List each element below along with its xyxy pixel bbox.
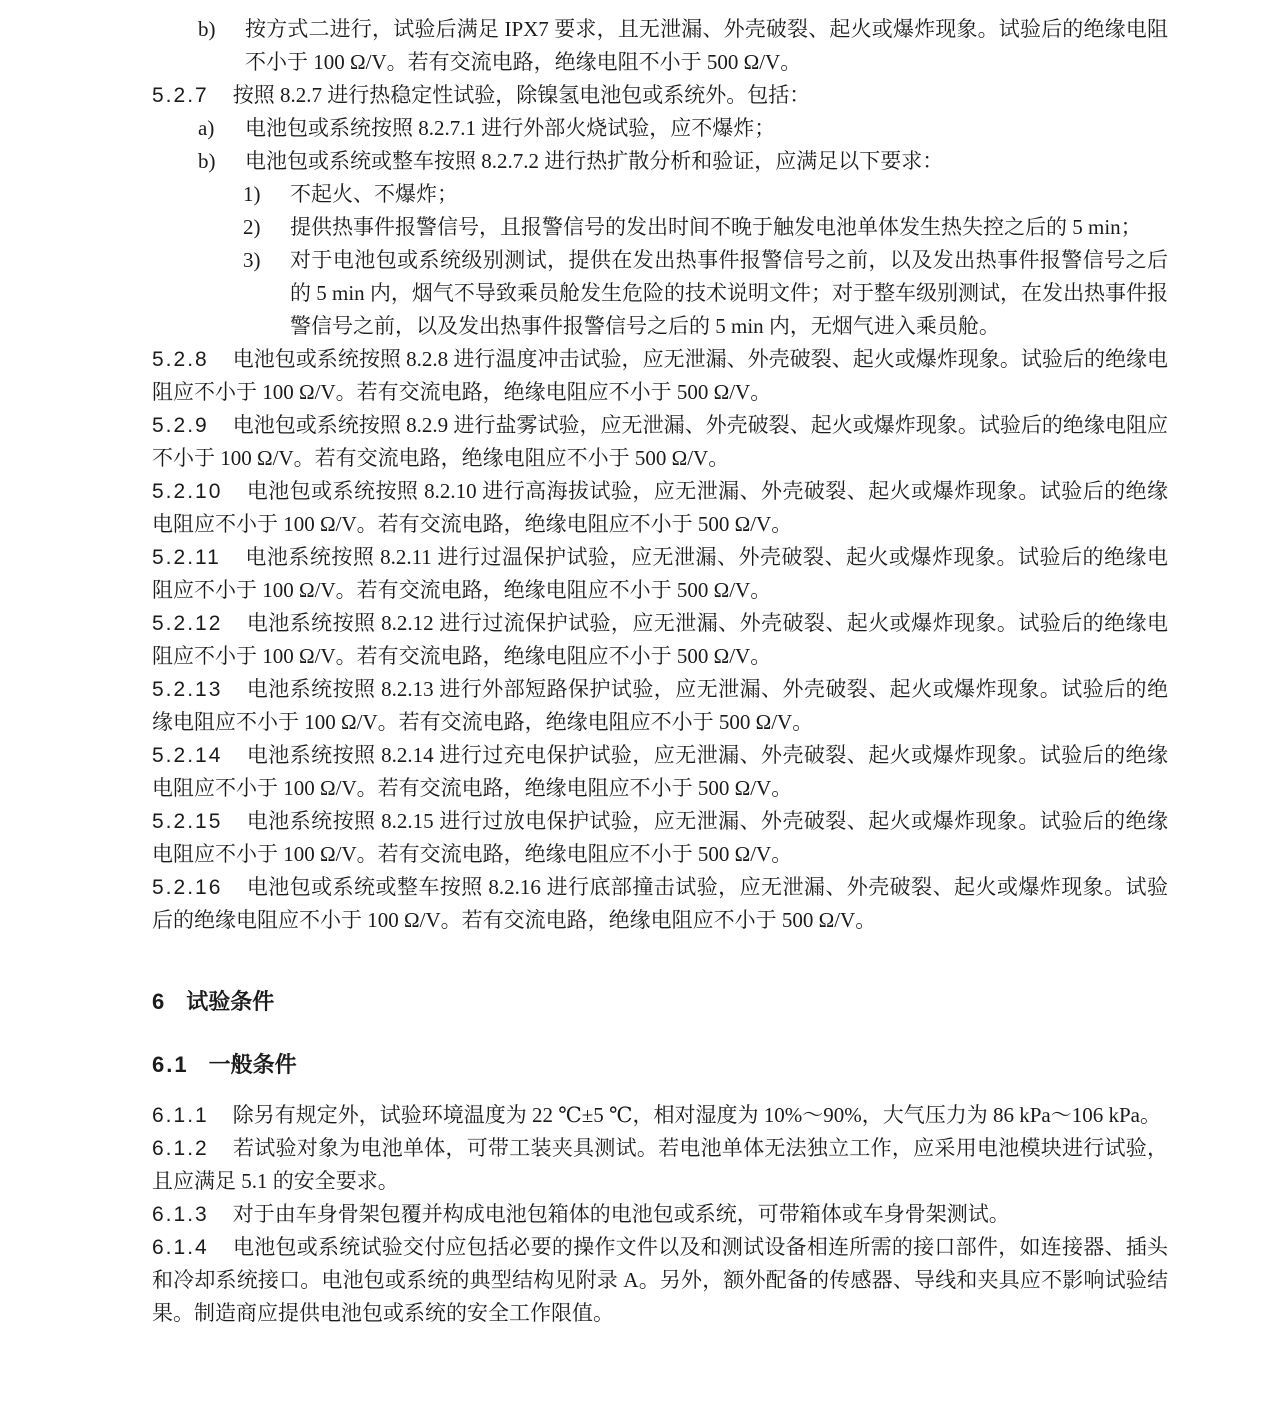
section-paragraph	[152, 409, 1168, 475]
section-paragraph	[152, 475, 1168, 541]
heading-title: 试验条件	[186, 989, 275, 1014]
section-text: 除另有规定外，试验环境温度为 22 ℃±5 ℃，相对湿度为 10%～90%，大气压力为 86 kPa～106 kPa。	[232, 1103, 1161, 1127]
section-text: 电池包或系统按照 8.2.9 进行盐雾试验，应无泄漏、外壳破裂、起火或爆炸现象。试验后的绝缘电阻应不小于 100 Ω/V。若有交流电路，绝缘电阻应不小于 500 Ω/V。	[152, 413, 1168, 470]
list-marker: b)	[198, 17, 216, 41]
list-text: 不起火、不爆炸；	[290, 182, 458, 206]
list-text: 按方式二进行，试验后满足 IPX7 要求，且无泄漏、外壳破裂、起火或爆炸现象。试验后的绝缘电阻不小于 100 Ω/V。若有交流电路，绝缘电阻不小于 500 Ω/V。	[245, 17, 1168, 74]
section-text: 电池系统按照 8.2.11 进行过温保护试验，应无泄漏、外壳破裂、起火或爆炸现象。试验后的绝缘电阻应不小于 100 Ω/V。若有交流电路，绝缘电阻应不小于 500 Ω/V。	[152, 545, 1168, 602]
heading-number: 6	[152, 989, 167, 1014]
list-item-letter	[198, 145, 1168, 178]
chapter-heading	[152, 985, 1168, 1018]
list-item-letter	[198, 13, 1168, 79]
section-number: 5.2.15	[152, 810, 223, 833]
section-number: 6.1.3	[152, 1203, 209, 1226]
section-text: 电池包或系统试验交付应包括必要的操作文件以及和测试设备相连所需的接口部件，如连接器、插头和冷却系统接口。电池包或系统的典型结构见附录 A。另外，额外配备的传感器、导线和夹具应不影响试验结果。制造商应提供电池包或系统的安全工作限值。	[152, 1235, 1168, 1325]
list-item-number	[243, 244, 1168, 343]
section-text: 若试验对象为电池单体，可带工装夹具测试。若电池单体无法独立工作，应采用电池模块进行试验，且应满足 5.1 的安全要求。	[152, 1136, 1168, 1193]
section-paragraph	[152, 541, 1168, 607]
list-text: 电池包或系统或整车按照 8.2.7.2 进行热扩散分析和验证，应满足以下要求：	[245, 149, 944, 173]
section-text: 电池包或系统按照 8.2.10 进行高海拔试验，应无泄漏、外壳破裂、起火或爆炸现象。试验后的绝缘电阻应不小于 100 Ω/V。若有交流电路，绝缘电阻应不小于 500 Ω/V。	[152, 479, 1168, 536]
section-number: 6.1.1	[152, 1104, 209, 1127]
section-number: 5.2.10	[152, 480, 223, 503]
list-marker: b)	[198, 149, 216, 173]
list-marker: 2)	[243, 215, 261, 239]
subsection-heading	[152, 1048, 1168, 1081]
section-paragraph	[152, 79, 1168, 112]
section-text: 电池系统按照 8.2.12 进行过流保护试验，应无泄漏、外壳破裂、起火或爆炸现象。试验后的绝缘电阻应不小于 100 Ω/V。若有交流电路，绝缘电阻应不小于 500 Ω/V。	[152, 611, 1168, 668]
section-number: 6.1.4	[152, 1236, 209, 1259]
section-number: 5.2.11	[152, 546, 221, 569]
section-paragraph	[152, 739, 1168, 805]
section-text: 电池系统按照 8.2.13 进行外部短路保护试验，应无泄漏、外壳破裂、起火或爆炸现象。试验后的绝缘电阻应不小于 100 Ω/V。若有交流电路，绝缘电阻应不小于 500 Ω/V。	[152, 677, 1168, 734]
section-paragraph	[152, 1099, 1168, 1132]
list-item-number	[243, 178, 1168, 211]
section-number: 5.2.8	[152, 348, 209, 371]
section-paragraph	[152, 1198, 1168, 1231]
section-number: 5.2.12	[152, 612, 223, 635]
section-number: 5.2.16	[152, 876, 223, 899]
section-paragraph	[152, 805, 1168, 871]
section-paragraph	[152, 343, 1168, 409]
section-number: 6.1.2	[152, 1137, 209, 1160]
section-paragraph	[152, 1132, 1168, 1198]
section-paragraph	[152, 871, 1168, 937]
section-text: 电池包或系统或整车按照 8.2.16 进行底部撞击试验，应无泄漏、外壳破裂、起火或爆炸现象。试验后的绝缘电阻应不小于 100 Ω/V。若有交流电路，绝缘电阻应不小于 500 Ω/V。	[152, 875, 1168, 932]
heading-title: 一般条件	[208, 1052, 297, 1077]
list-marker: a)	[198, 116, 215, 140]
list-text: 电池包或系统按照 8.2.7.1 进行外部火烧试验，应不爆炸；	[245, 116, 776, 140]
list-marker: 1)	[243, 182, 261, 206]
list-item-number	[243, 211, 1168, 244]
section-text: 对于由车身骨架包覆并构成电池包箱体的电池包或系统，可带箱体或车身骨架测试。	[232, 1202, 1010, 1226]
section-text: 电池包或系统按照 8.2.8 进行温度冲击试验，应无泄漏、外壳破裂、起火或爆炸现象。试验后的绝缘电阻应不小于 100 Ω/V。若有交流电路，绝缘电阻应不小于 500 Ω/V。	[152, 347, 1168, 404]
section-number: 5.2.14	[152, 744, 223, 767]
list-marker: 3)	[243, 248, 261, 272]
section-number: 5.2.13	[152, 678, 223, 701]
list-text: 对于电池包或系统级别测试，提供在发出热事件报警信号之前，以及发出热事件报警信号之后的 5 min 内，烟气不导致乘员舱发生危险的技术说明文件；对于整车级别测试，在发出热事件报警信号之前，以及发出热事件报警信号之后的 5 min 内，无烟气进入乘员舱。	[290, 248, 1168, 338]
section-number: 5.2.7	[152, 84, 209, 107]
section-text: 电池系统按照 8.2.14 进行过充电保护试验，应无泄漏、外壳破裂、起火或爆炸现象。试验后的绝缘电阻应不小于 100 Ω/V。若有交流电路，绝缘电阻应不小于 500 Ω/V。	[152, 743, 1168, 800]
list-item-letter	[198, 112, 1168, 145]
section-paragraph	[152, 673, 1168, 739]
list-text: 提供热事件报警信号，且报警信号的发出时间不晚于触发电池单体发生热失控之后的 5 min；	[290, 215, 1142, 239]
heading-number: 6.1	[152, 1052, 189, 1077]
section-number: 5.2.9	[152, 414, 209, 437]
section-paragraph	[152, 607, 1168, 673]
section-text: 按照 8.2.7 进行热稳定性试验，除镍氢电池包或系统外。包括：	[232, 83, 811, 107]
section-text: 电池系统按照 8.2.15 进行过放电保护试验，应无泄漏、外壳破裂、起火或爆炸现象。试验后的绝缘电阻应不小于 100 Ω/V。若有交流电路，绝缘电阻应不小于 500 Ω/V。	[152, 809, 1168, 866]
section-paragraph	[152, 1231, 1168, 1330]
document-body	[152, 13, 1168, 1330]
